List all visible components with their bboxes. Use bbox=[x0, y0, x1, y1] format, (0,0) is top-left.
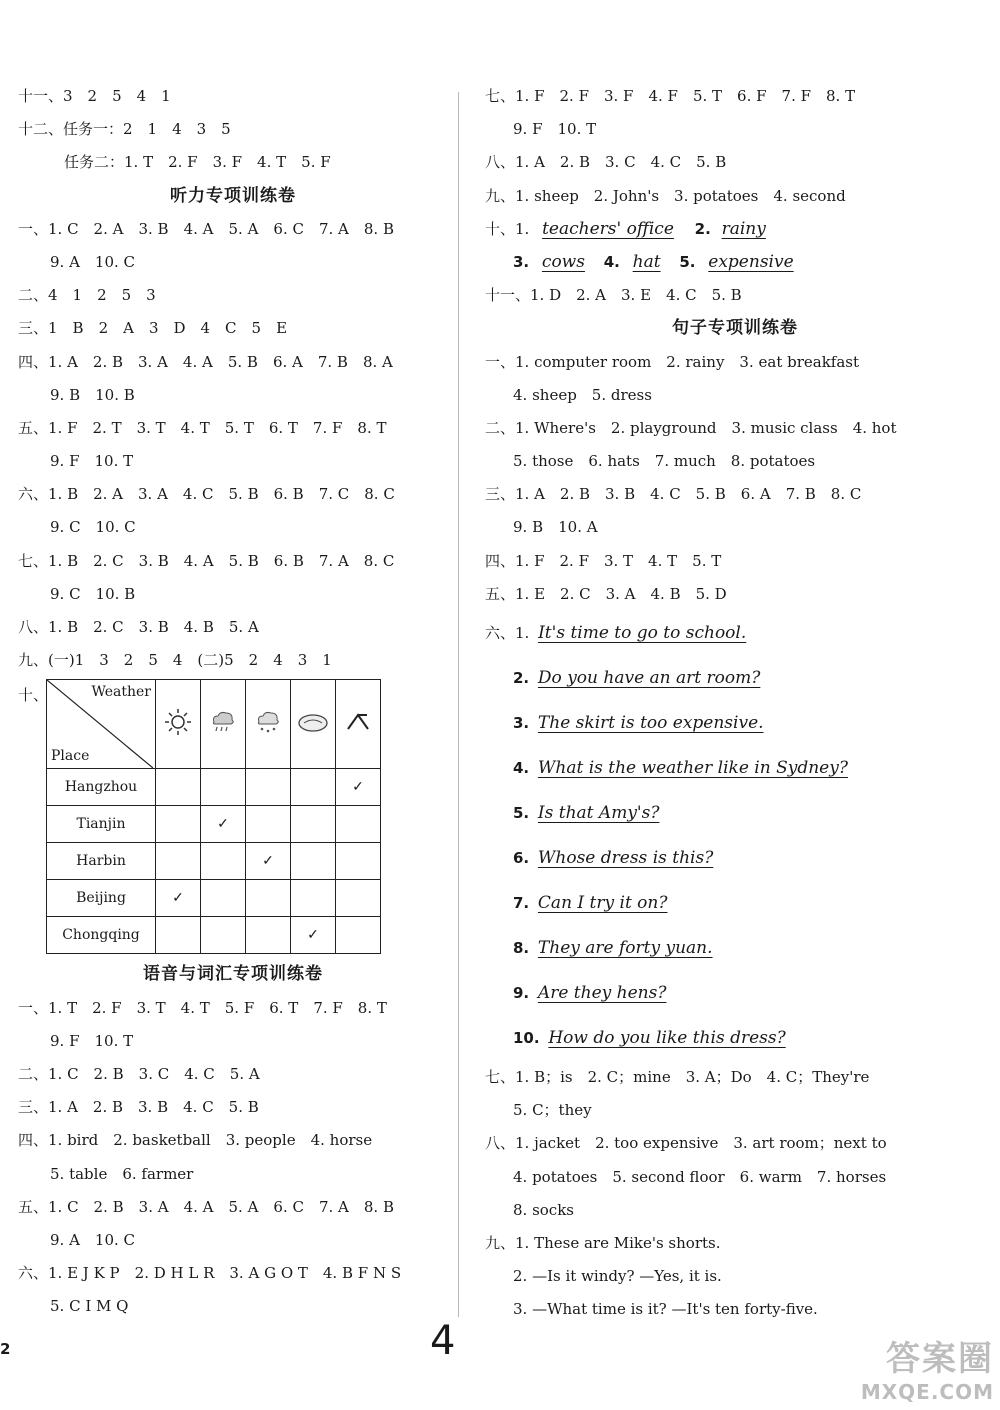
answer-line: 一、1. computer room 2. rainy 3. eat breakfast bbox=[485, 352, 860, 371]
item-number: 2. bbox=[694, 219, 711, 238]
handwritten-sentence: It's time to go to school. bbox=[538, 623, 747, 643]
answer-line: 2. —Is it windy? —Yes, it is. bbox=[513, 1267, 722, 1286]
item-number: 十、1. bbox=[485, 219, 530, 238]
check-cell bbox=[156, 806, 201, 843]
check-cell bbox=[336, 880, 381, 917]
answer-line: 9. A 10. C bbox=[50, 252, 136, 271]
item-number: 10. bbox=[513, 1029, 540, 1047]
answer-line: 一、1. T 2. F 3. T 4. T 5. F 6. T 7. F 8. T bbox=[18, 998, 387, 1017]
check-cell bbox=[156, 917, 201, 954]
answer-line: 八、1. B 2. C 3. B 4. B 5. A bbox=[18, 618, 259, 636]
column-divider bbox=[458, 92, 459, 1317]
answer-line: 5. table 6. farmer bbox=[50, 1164, 194, 1183]
watermark-cn: 答案圈 bbox=[886, 1339, 994, 1379]
handwritten-sentence: What is the weather like in Sydney? bbox=[537, 758, 848, 778]
answer-line: 七、1. B 2. C 3. B 4. A 5. B 6. B 7. A 8. C bbox=[18, 551, 395, 570]
answer-line: 一、1. C 2. A 3. B 4. A 5. A 6. C 7. A 8. B bbox=[18, 219, 394, 238]
check-cell bbox=[291, 769, 336, 806]
answer-line: 四、1. A 2. B 3. A 4. A 5. B 6. A 7. B 8. A bbox=[18, 352, 393, 371]
check-cell bbox=[201, 843, 246, 880]
place-cell: Beijing bbox=[47, 880, 156, 917]
answer-line: 9. A 10. C bbox=[50, 1230, 136, 1249]
item-number: 8. bbox=[513, 939, 530, 957]
item-number: 7. bbox=[513, 894, 530, 912]
handwritten-sentence: Is that Amy's? bbox=[537, 803, 660, 823]
right-column bbox=[485, 80, 985, 1327]
item-number: 5. bbox=[679, 252, 696, 271]
answer-line: 5. C；they bbox=[513, 1101, 592, 1120]
answer-line: 九、1. sheep 2. John's 3. potatoes 4. second bbox=[485, 186, 846, 205]
answer-line: 9. F 10. T bbox=[50, 452, 134, 471]
item-number: 六、1. bbox=[485, 624, 530, 642]
answer-line: 十二、任务一：2 1 4 3 5 bbox=[18, 120, 231, 139]
cloudy-icon bbox=[291, 680, 336, 769]
windy-icon bbox=[336, 680, 381, 769]
answer-line: 9. B 10. B bbox=[50, 385, 135, 404]
answer-line: 任务二：1. T 2. F 3. F 4. T 5. F bbox=[64, 153, 331, 172]
answer-line: 七、1. F 2. F 3. F 4. F 5. T 6. F 7. F 8. T bbox=[485, 87, 856, 105]
answer-line: 二、4 1 2 5 3 bbox=[18, 286, 156, 305]
answer-line: 9. C 10. C bbox=[50, 518, 136, 537]
check-cell bbox=[246, 880, 291, 917]
left-column bbox=[18, 80, 448, 1323]
answer-line: 二、1. C 2. B 3. C 4. C 5. A bbox=[18, 1064, 260, 1083]
sentence-line bbox=[485, 971, 985, 1016]
check-cell: ✓ bbox=[156, 880, 201, 917]
check-cell bbox=[291, 843, 336, 880]
weather-table bbox=[46, 679, 381, 954]
table-corner-cell bbox=[47, 680, 156, 769]
answer-line: 七、1. B；is 2. C；mine 3. A；Do 4. C；They're bbox=[485, 1068, 870, 1086]
answer-line: 9. F 10. T bbox=[50, 1031, 134, 1050]
answer-line: 八、1. jacket 2. too expensive 3. art room；next to bbox=[485, 1134, 887, 1153]
handwritten-sentence: How do you like this dress? bbox=[548, 1028, 786, 1048]
answer-line: 十一、3 2 5 4 1 bbox=[18, 87, 171, 105]
place-cell: Harbin bbox=[47, 843, 156, 880]
handwritten-answer: teachers' office bbox=[542, 218, 674, 239]
section-title: 句子专项训练卷 bbox=[672, 318, 798, 339]
check-cell bbox=[201, 769, 246, 806]
answer-line: 三、1. A 2. B 3. B 4. C 5. B 6. A 7. B 8. C bbox=[485, 485, 862, 504]
handwritten-answer: rainy bbox=[721, 218, 766, 239]
handwritten-sentence: Whose dress is this? bbox=[537, 848, 714, 868]
answer-line bbox=[485, 213, 985, 246]
item-number: 4. bbox=[513, 759, 530, 777]
answer-line: 5. C I M Q bbox=[50, 1297, 129, 1316]
check-cell bbox=[291, 880, 336, 917]
check-cell bbox=[246, 806, 291, 843]
answer-line: 3. —What time is it? —It's ten forty-five. bbox=[513, 1300, 818, 1319]
check-cell bbox=[336, 806, 381, 843]
item-number: 3. bbox=[513, 714, 530, 732]
answer-line: 4. sheep 5. dress bbox=[513, 385, 652, 404]
answer-line: 9. B 10. A bbox=[513, 518, 598, 537]
sentence-line bbox=[485, 836, 985, 881]
answer-line: 三、1. A 2. B 3. B 4. C 5. B bbox=[18, 1098, 259, 1117]
sentence-line bbox=[485, 656, 985, 701]
sentence-line bbox=[485, 791, 985, 836]
answer-line: 六、1. E J K P 2. D H L R 3. A G O T 4. B F N S bbox=[18, 1264, 402, 1283]
section-title: 听力专项训练卷 bbox=[170, 185, 296, 206]
answer-line: 五、1. F 2. T 3. T 4. T 5. T 6. T 7. F 8. T bbox=[18, 418, 387, 437]
sunny-icon bbox=[156, 680, 201, 769]
sentence-line bbox=[485, 926, 985, 971]
answer-line: 九、1. These are Mike's shorts. bbox=[485, 1233, 721, 1252]
answer-line: 9. C 10. B bbox=[50, 584, 136, 603]
table-row bbox=[47, 769, 381, 806]
sentence-line bbox=[485, 881, 985, 926]
place-label: Place bbox=[51, 748, 90, 765]
check-cell: ✓ bbox=[201, 806, 246, 843]
answer-line: 六、1. B 2. A 3. A 4. C 5. B 6. B 7. C 8. C bbox=[18, 485, 395, 504]
check-cell bbox=[246, 769, 291, 806]
handwritten-sentence: They are forty yuan. bbox=[537, 938, 713, 958]
weather-label: Weather bbox=[91, 684, 151, 701]
handwritten-sentence: Are they hens? bbox=[537, 983, 667, 1003]
rainy-icon bbox=[201, 680, 246, 769]
handwritten-answer: cows bbox=[541, 251, 585, 272]
handwritten-sentence: The skirt is too expensive. bbox=[537, 713, 764, 733]
answer-line: 八、1. A 2. B 3. C 4. C 5. B bbox=[485, 153, 727, 172]
check-cell bbox=[336, 917, 381, 954]
answer-line: 四、1. F 2. F 3. T 4. T 5. T bbox=[485, 551, 722, 570]
item-number: 6. bbox=[513, 849, 530, 867]
answer-line: 三、1 B 2 A 3 D 4 C 5 E bbox=[18, 319, 288, 338]
answer-line: 五、1. C 2. B 3. A 4. A 5. A 6. C 7. A 8. B bbox=[18, 1197, 394, 1216]
table-row bbox=[47, 880, 381, 917]
item-number: 5. bbox=[513, 804, 530, 822]
answer-line: 5. those 6. hats 7. much 8. potatoes bbox=[513, 452, 816, 471]
sentence-line bbox=[485, 611, 985, 656]
sentence-line bbox=[485, 701, 985, 746]
item-number: 4. bbox=[603, 252, 620, 271]
handwritten-sentence: Do you have an art room? bbox=[537, 668, 761, 688]
page-number: 2 bbox=[0, 1340, 11, 1358]
check-cell bbox=[336, 843, 381, 880]
watermark-en: MXQE.COM bbox=[860, 1380, 994, 1404]
check-cell bbox=[156, 843, 201, 880]
section-title: 语音与词汇专项训练卷 bbox=[143, 964, 323, 985]
answer-line: 4. potatoes 5. second floor 6. warm 7. horses bbox=[513, 1167, 887, 1186]
handwritten-answer: expensive bbox=[708, 251, 794, 272]
answer-line: 十、 bbox=[18, 686, 49, 705]
table-row bbox=[47, 843, 381, 880]
item-number: 9. bbox=[513, 984, 530, 1002]
watermark bbox=[861, 1331, 994, 1404]
handwritten-sentence: Can I try it on? bbox=[537, 893, 668, 913]
answer-line bbox=[485, 246, 985, 279]
handwritten-answer: hat bbox=[632, 251, 661, 272]
answer-line: 五、1. E 2. C 3. A 4. B 5. D bbox=[485, 584, 727, 603]
handwritten-mark: 4 bbox=[430, 1318, 456, 1364]
check-cell bbox=[246, 917, 291, 954]
table-row bbox=[47, 806, 381, 843]
item-number: 2. bbox=[513, 669, 530, 687]
snowy-icon bbox=[246, 680, 291, 769]
check-cell: ✓ bbox=[291, 917, 336, 954]
answer-line: 8. socks bbox=[513, 1200, 574, 1219]
table-header-row bbox=[47, 680, 381, 769]
sentence-line bbox=[485, 1016, 985, 1061]
weather-table-block bbox=[18, 679, 448, 954]
check-cell bbox=[291, 806, 336, 843]
check-cell bbox=[156, 769, 201, 806]
table-row bbox=[47, 917, 381, 954]
check-cell: ✓ bbox=[246, 843, 291, 880]
place-cell: Hangzhou bbox=[47, 769, 156, 806]
check-cell bbox=[201, 880, 246, 917]
place-cell: Tianjin bbox=[47, 806, 156, 843]
check-cell bbox=[201, 917, 246, 954]
item-number: 3. bbox=[513, 252, 530, 271]
answer-line: 二、1. Where's 2. playground 3. music class 4. hot bbox=[485, 418, 897, 437]
sentence-line bbox=[485, 746, 985, 791]
answer-line: 四、1. bird 2. basketball 3. people 4. horse bbox=[18, 1131, 373, 1150]
place-cell: Chongqing bbox=[47, 917, 156, 954]
check-cell: ✓ bbox=[336, 769, 381, 806]
answer-line: 9. F 10. T bbox=[513, 120, 597, 139]
answer-line: 九、(一)1 3 2 5 4 (二)5 2 4 3 1 bbox=[18, 651, 332, 670]
answer-line: 十一、1. D 2. A 3. E 4. C 5. B bbox=[485, 286, 742, 305]
